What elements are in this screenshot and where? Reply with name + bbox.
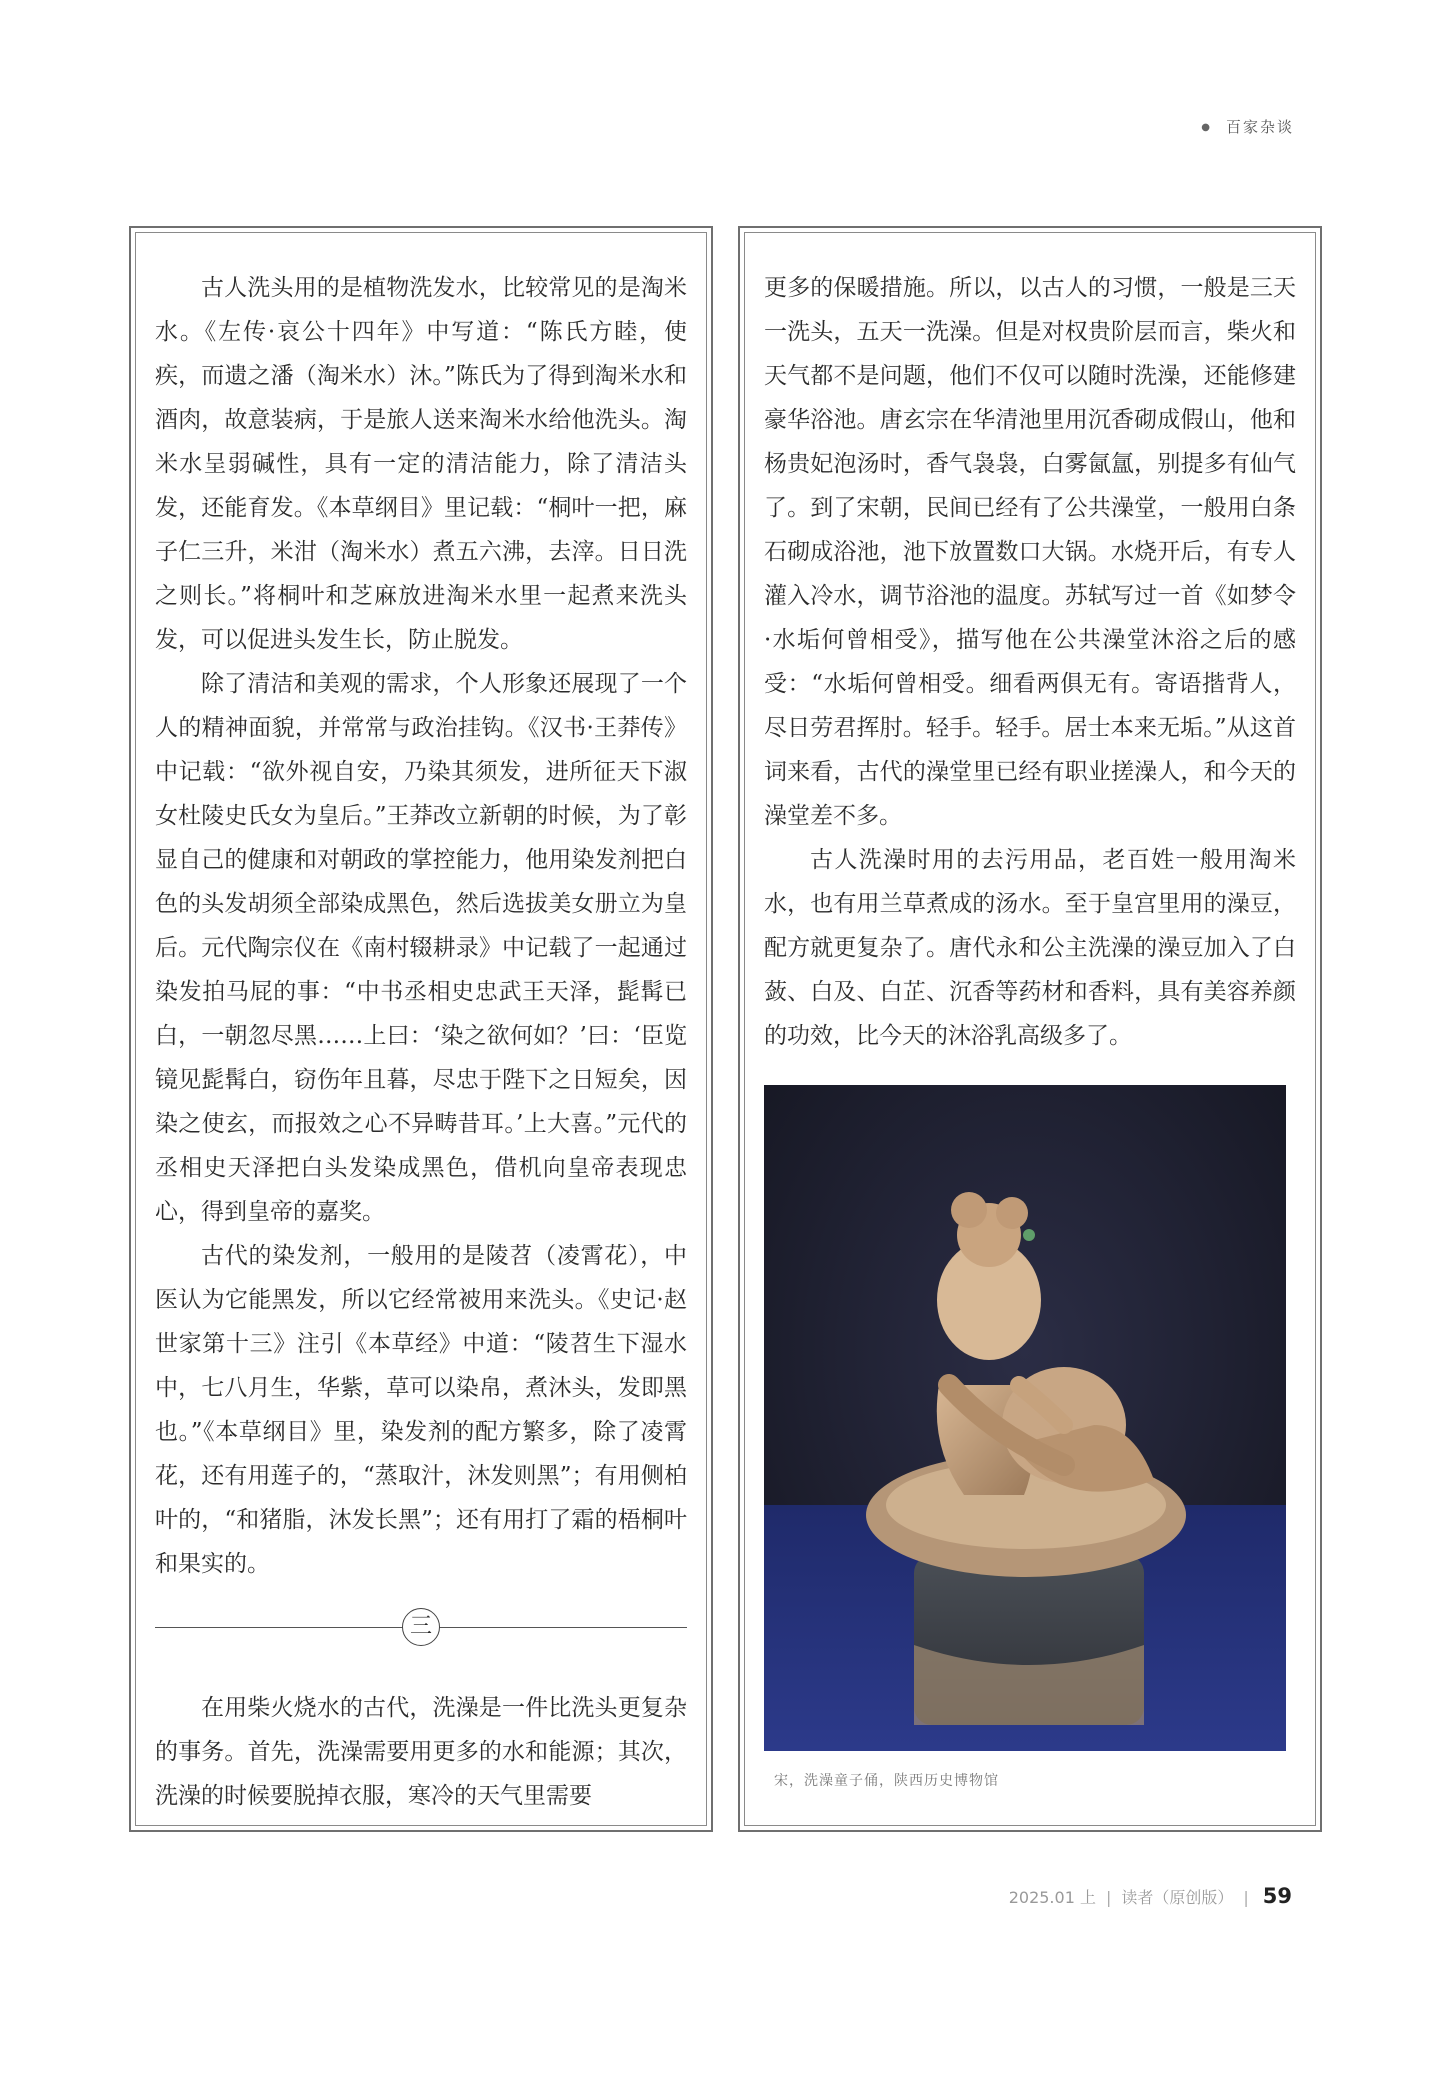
bullet-icon: ●: [1201, 122, 1212, 133]
issue-date: 2025.01 上: [1008, 1888, 1096, 1907]
right-column-text: [764, 266, 1296, 1058]
page-number: 59: [1262, 1884, 1292, 1908]
figurine-illustration: [764, 1085, 1286, 1751]
page-footer: [1009, 1884, 1292, 1908]
section-label: 百家杂谈: [1225, 118, 1294, 136]
paragraph: 在用柴火烧水的古代，洗澡是一件比洗头更复杂的事务。首先，洗澡需要用更多的水和能源；其次，洗澡的时候要脱掉衣服，寒冷的天气里需要: [155, 1695, 687, 1809]
paragraph: 古代的染发剂，一般用的是陵苕（凌霄花），中医认为它能黑发，所以它经常被用来洗头。《史记·赵世家第十三》注引《本草经》中道：“陵苕生下湿水中，七八月生，华紫，草可以染帛，煮沐头，发即黑也。”《本草纲目》里，染发剂的配方繁多，除了凌霄花，还有用莲子的，“蒸取汁，沐发则黑”；有用侧柏叶的，“和猪脂，沐发长黑”；还有用打了霜的梧桐叶和果实的。: [155, 1243, 687, 1577]
magazine-name: 读者（原创版）: [1121, 1888, 1234, 1907]
figurine-photo: [764, 1085, 1286, 1751]
section-divider: [155, 1606, 687, 1650]
paragraph-continuation: 更多的保暖措施。所以，以古人的习惯，一般是三天一洗头，五天一洗澡。但是对权贵阶层而言，柴火和天气都不是问题，他们不仅可以随时洗澡，还能修建豪华浴池。唐玄宗在华清池里用沉香砌成假山，他和杨贵妃泡汤时，香气袅袅，白雾氤氲，别提多有仙气了。到了宋朝，民间已经有了公共澡堂，一般用白条石砌成浴池，池下放置数口大锅。水烧开后，有专人灌入冷水，调节浴池的温度。苏轼写过一首《如梦令·水垢何曾相受》，描写他在公共澡堂沐浴之后的感受：“水垢何曾相受。细看两俱无有。寄语揩背人，尽日劳君挥肘。轻手。轻手。居士本来无垢。”从这首词来看，古代的澡堂里已经有职业搓澡人，和今天的澡堂差不多。: [764, 275, 1296, 829]
section-number-badge: 三: [402, 1608, 440, 1646]
paragraph: 古人洗澡时用的去污用品，老百姓一般用淘米水，也有用兰草煮成的汤水。至于皇宫里用的澡豆，配方就更复杂了。唐代永和公主洗澡的澡豆加入了白蔹、白及、白芷、沉香等药材和香料，具有美容养颜的功效，比今天的沐浴乳高级多了。: [764, 847, 1296, 1049]
photo-caption: 宋，洗澡童子俑，陕西历史博物馆: [774, 1773, 999, 1789]
footer-separator: |: [1243, 1888, 1249, 1907]
left-column-text: [155, 266, 687, 1818]
section-tag: [1201, 116, 1294, 137]
paragraph: 除了清洁和美观的需求，个人形象还展现了一个人的精神面貌，并常常与政治挂钩。《汉书·王莽传》中记载：“欲外视自安，乃染其须发，进所征天下淑女杜陵史氏女为皇后。”王莽改立新朝的时候，为了彰显自己的健康和对朝政的掌控能力，他用染发剂把白色的头发胡须全部染成黑色，然后选拔美女册立为皇后。元代陶宗仪在《南村辍耕录》中记载了一起通过染发拍马屁的事：“中书丞相史忠武王天泽，髭髯已白，一朝忽尽黑……上曰：‘染之欲何如？’曰：‘臣览镜见髭髯白，窃伤年且暮，尽忠于陛下之日短矣，因染之使玄，而报效之心不异畴昔耳。’上大喜。”元代的丞相史天泽把白头发染成黑色，借机向皇帝表现忠心，得到皇帝的嘉奖。: [155, 671, 687, 1225]
paragraph: 古人洗头用的是植物洗发水，比较常见的是淘米水。《左传·哀公十四年》中写道：“陈氏方睦，使疾，而遗之潘（淘米水）沐。”陈氏为了得到淘米水和酒肉，故意装病，于是旅人送来淘米水给他洗头。淘米水呈弱碱性，具有一定的清洁能力，除了清洁头发，还能育发。《本草纲目》里记载：“桐叶一把，麻子仁三升，米泔（淘米水）煮五六沸，去滓。日日洗之则长。”将桐叶和芝麻放进淘米水里一起煮来洗头发，可以促进头发生长，防止脱发。: [155, 275, 687, 653]
footer-separator: |: [1105, 1888, 1112, 1907]
left-column: [129, 226, 713, 1832]
